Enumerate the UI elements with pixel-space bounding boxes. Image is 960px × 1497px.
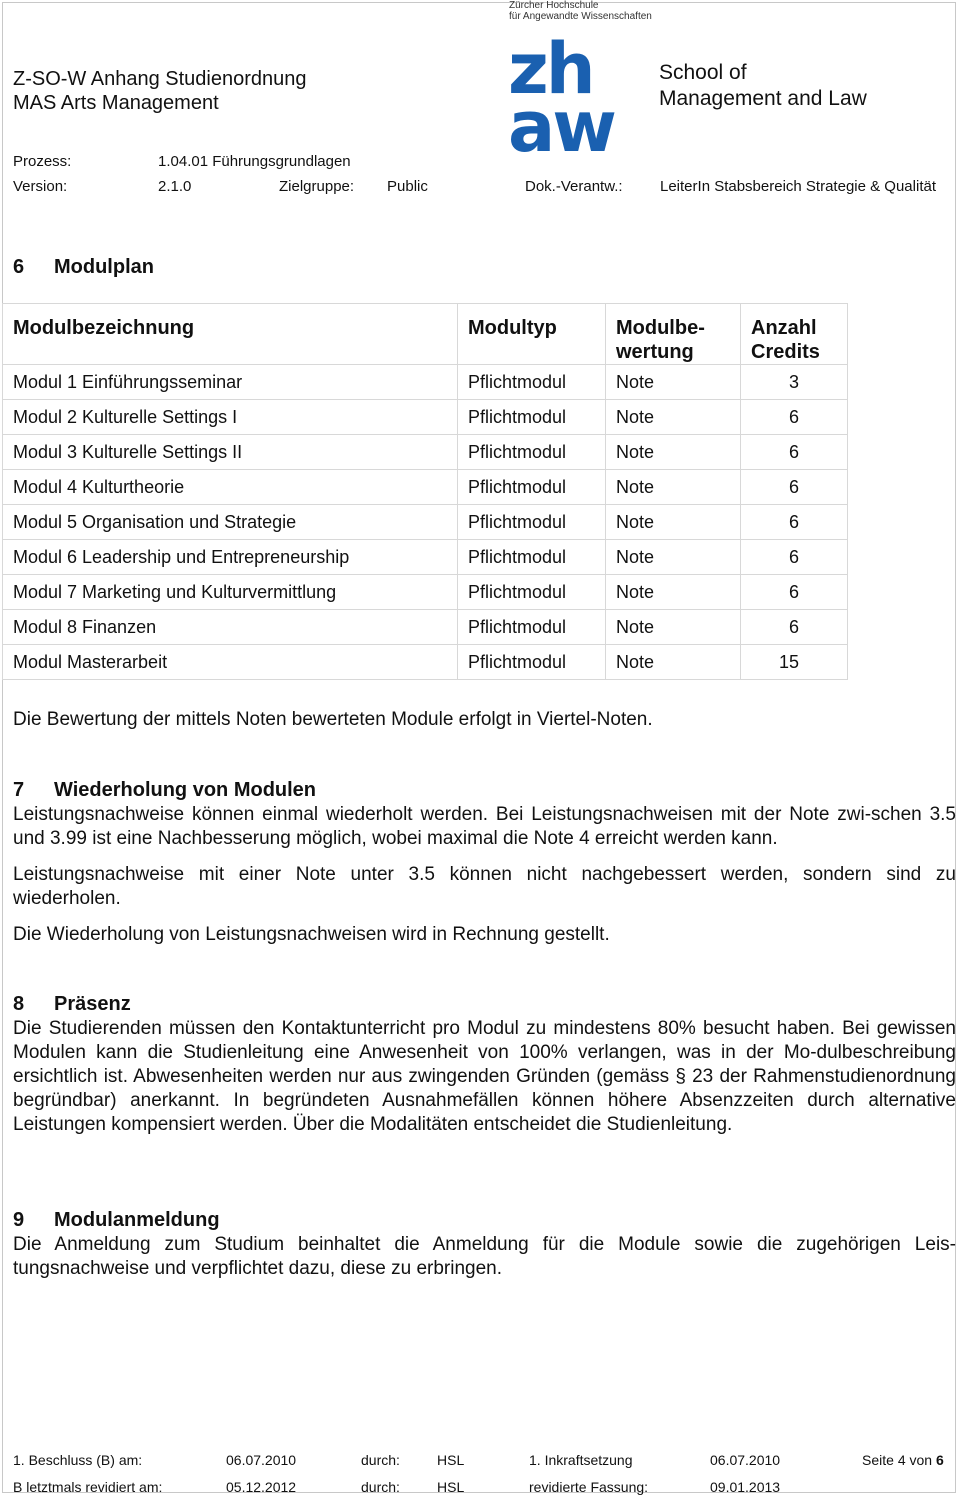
- page-current: 4: [897, 1452, 906, 1468]
- row-credits: 6: [741, 610, 848, 645]
- module-table: [2, 303, 848, 680]
- footer-beschluss-date: 06.07.2010: [226, 1452, 297, 1468]
- document-title: [13, 67, 307, 115]
- section-7-number: 7: [13, 779, 25, 801]
- section-9-paragraph: Die Anmeldung zum Studium beinhaltet die Anmeldung für die Module sowie die zugehörigen Leis-tungsnachweise und verpflichtet dazu, diese zu erbringen.: [13, 1234, 956, 1279]
- row-modulbewertung: Note: [606, 435, 741, 470]
- section-7-title: Wiederholung von Modulen: [54, 779, 317, 801]
- page-prefix: Seite: [862, 1452, 894, 1468]
- bewertung-note: Die Bewertung der mittels Noten bewerteten Module erfolgt in Viertel-Noten.: [13, 709, 653, 730]
- document-title-line1: Z-SO-W Anhang Studienordnung: [13, 68, 307, 90]
- row-modulbezeichnung: Modul 8 Finanzen: [3, 610, 458, 645]
- footer-durch-label-2: durch:: [361, 1479, 400, 1495]
- zielgruppe-label: Zielgruppe:: [279, 178, 355, 195]
- module-table-header-row: [3, 304, 848, 365]
- footer-page-number: [862, 1452, 944, 1468]
- row-modulbezeichnung: Modul 7 Marketing und Kulturvermittlung: [3, 575, 458, 610]
- row-modulbezeichnung: Modul 1 Einführungsseminar: [3, 365, 458, 400]
- section-7-heading: [13, 779, 316, 802]
- row-modulbezeichnung: Modul 4 Kulturtheorie: [3, 470, 458, 505]
- row-credits: 6: [741, 470, 848, 505]
- row-credits: 6: [741, 540, 848, 575]
- row-modulbewertung: Note: [606, 400, 741, 435]
- header-modulbewertung-line1: Modulbe-: [616, 317, 705, 339]
- table-row: [3, 610, 848, 645]
- section-8-number: 8: [13, 993, 25, 1015]
- row-modulbewertung: Note: [606, 645, 741, 680]
- row-modulbewertung: Note: [606, 470, 741, 505]
- row-credits: 6: [741, 505, 848, 540]
- zielgruppe-value: Public: [387, 178, 428, 195]
- logo-line1: zh: [508, 28, 593, 110]
- footer-fassung-date: 09.01.2013: [710, 1479, 781, 1495]
- version-label: Version:: [13, 178, 68, 195]
- row-modulbezeichnung: Modul Masterarbeit: [3, 645, 458, 680]
- table-row: [3, 400, 848, 435]
- row-modultyp: Pflichtmodul: [458, 470, 606, 505]
- row-modultyp: Pflichtmodul: [458, 505, 606, 540]
- table-row: [3, 470, 848, 505]
- footer-revidiert-label: B letztmals revidiert am:: [13, 1479, 163, 1495]
- footer-durch-label: durch:: [361, 1452, 400, 1468]
- row-modulbezeichnung: Modul 2 Kulturelle Settings I: [3, 400, 458, 435]
- row-modulbewertung: Note: [606, 540, 741, 575]
- dok-verantw-value: LeiterIn Stabsbereich Strategie & Qualität: [660, 178, 936, 195]
- row-modultyp: Pflichtmodul: [458, 540, 606, 575]
- row-modulbezeichnung: Modul 3 Kulturelle Settings II: [3, 435, 458, 470]
- row-modulbewertung: Note: [606, 505, 741, 540]
- dok-verantw-label: Dok.-Verantw.:: [525, 178, 623, 195]
- footer-fassung-label: revidierte Fassung:: [529, 1479, 649, 1495]
- row-credits: 6: [741, 575, 848, 610]
- section-8-paragraph: Die Studierenden müssen den Kontaktunterricht pro Modul zu mindestens 80% besucht haben. Bei gewissen Modulen kann die Studienleitung eine Anwesenheit von 100% verlangen, was in der Mo-dulbeschreibung ersichtlich ist. Abwesenheiten werden nur aus zwingenden Gründen (gemäss § 23 der Rahmenstudienordnung begründbar) anerkannt. In begründeten Ausnahmefällen können höhere Absenzzeiten durch alternative Leistungen kompensiert werden. Über die Modalitäten entscheidet die Studienleitung.: [13, 1018, 956, 1135]
- section-7-paragraph-2: Leistungsnachweise mit einer Note unter 3.5 können nicht nachgebessert werden, sondern sind zu wiederholen.: [13, 864, 956, 909]
- row-credits: 6: [741, 435, 848, 470]
- header-modulbewertung: [606, 304, 741, 365]
- university-name-line2: für Angewandte Wissenschaften: [509, 11, 652, 22]
- school-name: [659, 60, 867, 112]
- footer-revidiert-by: HSL: [437, 1479, 465, 1495]
- row-credits: 6: [741, 400, 848, 435]
- header-anzahl-credits: [741, 304, 848, 365]
- zhaw-logo: [508, 28, 630, 168]
- section-8-title: Präsenz: [54, 993, 131, 1015]
- section-7-paragraph-1: Leistungsnachweise können einmal wiederholt werden. Bei Leistungsnachweisen mit der Note zwi-schen 3.5 und 3.99 ist eine Nachbesserung möglich, wobei maximal die Note 4 erreicht werden kann.: [13, 804, 956, 849]
- header-modulbewertung-line2: wertung: [616, 341, 694, 363]
- row-modulbezeichnung: Modul 5 Organisation und Strategie: [3, 505, 458, 540]
- prozess-label: Prozess:: [13, 153, 72, 170]
- page-total: 6: [935, 1452, 944, 1468]
- row-modultyp: Pflichtmodul: [458, 400, 606, 435]
- header-credits-line1: Anzahl: [751, 317, 817, 339]
- header-modulbezeichnung: Modulbezeichnung: [3, 304, 458, 365]
- row-modultyp: Pflichtmodul: [458, 575, 606, 610]
- row-modultyp: Pflichtmodul: [458, 365, 606, 400]
- table-row: [3, 645, 848, 680]
- section-8-heading: [13, 993, 131, 1016]
- table-row: [3, 505, 848, 540]
- section-6-number: 6: [13, 256, 25, 278]
- school-name-line2: Management and Law: [659, 87, 867, 110]
- header-modultyp: Modultyp: [458, 304, 606, 365]
- university-name: [509, 0, 652, 22]
- section-6-heading: [13, 256, 154, 279]
- section-9-title: Modulanmeldung: [54, 1209, 220, 1231]
- version-value: 2.1.0: [158, 178, 192, 195]
- row-modulbezeichnung: Modul 6 Leadership und Entrepreneurship: [3, 540, 458, 575]
- table-row: [3, 365, 848, 400]
- row-modultyp: Pflichtmodul: [458, 645, 606, 680]
- row-modultyp: Pflichtmodul: [458, 435, 606, 470]
- row-credits: 3: [741, 365, 848, 400]
- footer-revidiert-date: 05.12.2012: [226, 1479, 297, 1495]
- prozess-value: 1.04.01 Führungsgrundlagen: [158, 153, 351, 170]
- table-row: [3, 575, 848, 610]
- row-modulbewertung: Note: [606, 610, 741, 645]
- section-7-paragraph-3: Die Wiederholung von Leistungsnachweisen wird in Rechnung gestellt.: [13, 924, 610, 945]
- footer-inkraft-date: 06.07.2010: [710, 1452, 781, 1468]
- school-name-line1: School of: [659, 61, 747, 84]
- logo-line2: aw: [508, 86, 614, 168]
- row-modulbewertung: Note: [606, 575, 741, 610]
- footer-beschluss-label: 1. Beschluss (B) am:: [13, 1452, 143, 1468]
- footer-inkraft-label: 1. Inkraftsetzung: [529, 1452, 633, 1468]
- table-row: [3, 540, 848, 575]
- row-credits: 15: [741, 645, 848, 680]
- university-name-line1: Zürcher Hochschule: [509, 0, 599, 11]
- header-credits-line2: Credits: [751, 341, 820, 363]
- section-9-number: 9: [13, 1209, 25, 1231]
- footer-beschluss-by: HSL: [437, 1452, 465, 1468]
- section-6-title: Modulplan: [54, 256, 154, 278]
- section-9-heading: [13, 1209, 220, 1232]
- page-separator: von: [909, 1452, 933, 1468]
- document-title-line2: MAS Arts Management: [13, 92, 219, 114]
- table-row: [3, 435, 848, 470]
- row-modulbewertung: Note: [606, 365, 741, 400]
- row-modultyp: Pflichtmodul: [458, 610, 606, 645]
